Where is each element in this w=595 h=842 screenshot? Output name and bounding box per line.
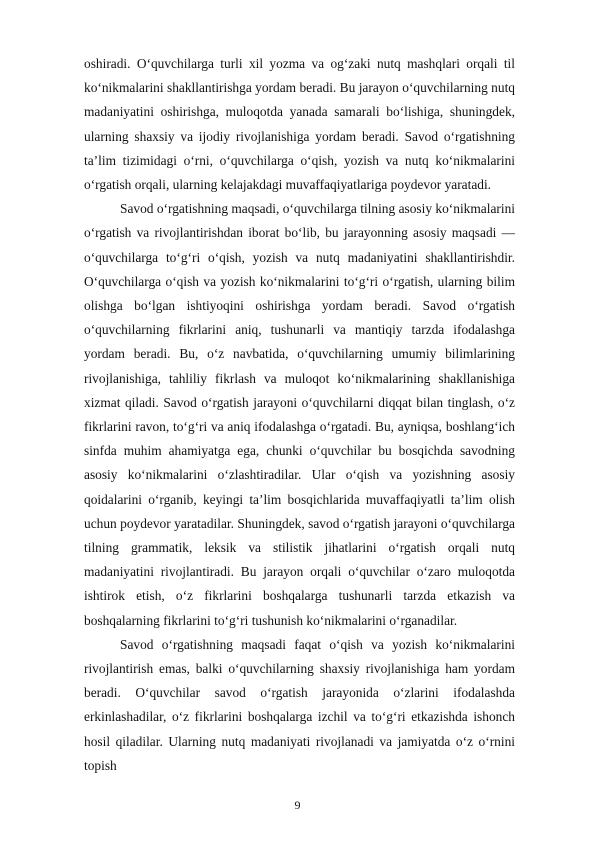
paragraph-1: oshiradi. O‘quvchilarga turli xil yozma va og‘zaki nutq mashqlari orqali til ko‘nikmalarini shakllantirishga yordam beradi. Bu jarayon o‘quvchilarning nutq madaniyatini oshirishga, muloqotda yanada samarali bo‘lishiga, shuningdek, ularning shaxsiy va ijodiy rivojlanishiga yordam beradi. Savod o‘rgatishning ta’lim tizimidagi o‘rni, o‘quvchilarga o‘qish, yozish va nutq ko‘nikmalarini o‘rgatish orqali, ularning kelajakdagi muvaffaqiyatlariga poydevor yaratadi. (84, 56, 515, 193)
body-text (84, 52, 515, 778)
page-number: 9 (294, 798, 301, 812)
paragraph-3: Savod o‘rgatishning maqsadi faqat o‘qish va yozish ko‘nikmalarini rivojlantirish emas, balki o‘quvchilarning shaxsiy rivojlanishiga ham yordam beradi. O‘quvchilar savod o‘rgatish jarayonida o‘zlarini ifodalashda erkinlashadilar, o‘z fikrlarini boshqalarga izchil va to‘g‘ri etkazishda ishonch hosil qiladilar. Ularning nutq madaniyati rivojlanadi va jamiyatda o‘z o‘rnini topish (84, 636, 515, 773)
paragraph-2: Savod o‘rgatishning maqsadi, o‘quvchilarga tilning asosiy ko‘nikmalarini o‘rgatish va rivojlantirishdan iborat bo‘lib, bu jarayonning asosiy maqsadi — o‘quvchilarga to‘g‘ri o‘qish, yozish va nutq madaniyatini shakllantirishdir. O‘quvchilarga o‘qish va yozish ko‘nikmalarini to‘g‘ri o‘rgatish, ularning bilim olishga bo‘lgan ishtiyoqini oshirishga yordam beradi. Savod o‘rgatish o‘quvchilarning fikrlarini aniq, tushunarli va mantiqiy tarzda ifodalashga yordam beradi. Bu, o‘z navbatida, o‘quvchilarning umumiy bilimlarining rivojlanishiga, tahliliy fikrlash va muloqot ko‘nikmalarining shakllanishiga xizmat qiladi. Savod o‘rgatish jarayoni o‘quvchilarni diqqat bilan tinglash, o‘z fikrlarini ravon, to‘g‘ri va aniq ifodalashga o‘rgatadi. Bu, ayniqsa, boshlang‘ich sinfda muhim ahamiyatga ega, chunki o‘quvchilar bu bosqichda savodning asosiy ko‘nikmalarini o‘zlashtiradilar. Ular o‘qish va yozishning asosiy qoidalarini o‘rganib, keyingi ta’lim bosqichlarida muvaffaqiyatli ta’lim olish uchun poydevor yaratadilar. Shuningdek, savod o‘rgatish jarayoni o‘quvchilarga tilning grammatik, leksik va stilistik jihatlarini o‘rgatish orqali nutq madaniyatini rivojlantiradi. Bu jarayon orqali o‘quvchilar o‘zaro muloqotda ishtirok etish, o‘z fikrlarini boshqalarga tushunarli tarzda etkazish va boshqalarning fikrlarini to‘g‘ri tushunish ko‘nikmalarini o‘rganadilar. (84, 201, 515, 628)
